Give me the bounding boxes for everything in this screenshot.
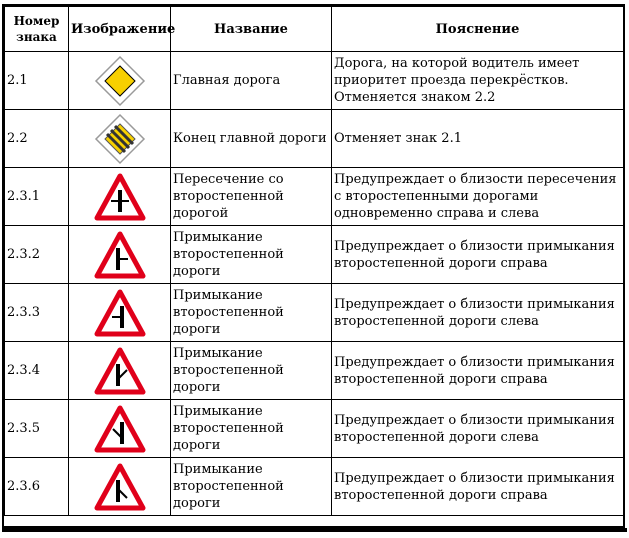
sign-number: 2.3.5 xyxy=(5,400,69,458)
junction-right-diagonal-up-sign-icon xyxy=(94,346,146,396)
table-row xyxy=(5,400,624,458)
sign-name: Конец главной дороги xyxy=(171,110,332,168)
sign-image-cell xyxy=(69,284,171,342)
header-number: Номер знака xyxy=(5,7,69,52)
sign-explanation: Предупреждает о близости примыкания второстепенной дороги справа xyxy=(332,458,624,516)
sign-explanation: Предупреждает о близости пересечения с второстепенными дорогами одновременно справа и слева xyxy=(332,168,624,226)
table-row xyxy=(5,52,624,110)
header-name: Название xyxy=(171,7,332,52)
sign-number: 2.3.3 xyxy=(5,284,69,342)
table-row xyxy=(5,226,624,284)
sign-explanation: Предупреждает о близости примыкания второстепенной дороги справа xyxy=(332,226,624,284)
table-row xyxy=(5,458,624,516)
table-row xyxy=(5,110,624,168)
sign-explanation: Дорога, на которой водитель имеет приоритет проезда перекрёстков. Отменяется знаком 2.2 xyxy=(332,52,624,110)
sign-number: 2.3.1 xyxy=(5,168,69,226)
sign-image-cell xyxy=(69,226,171,284)
table-row xyxy=(5,284,624,342)
main-road-sign-icon xyxy=(94,55,146,107)
sign-number: 2.2 xyxy=(5,110,69,168)
sign-image-cell xyxy=(69,168,171,226)
sign-name: Примыкание второстепенной дороги xyxy=(171,226,332,284)
sign-explanation: Предупреждает о близости примыкания второстепенной дороги справа xyxy=(332,342,624,400)
junction-right-sign-icon xyxy=(94,230,146,280)
sign-number: 2.3.2 xyxy=(5,226,69,284)
header-image: Изображение xyxy=(69,7,171,52)
sign-name: Примыкание второстепенной дороги xyxy=(171,284,332,342)
sign-image-cell xyxy=(69,458,171,516)
bottom-border xyxy=(2,528,627,532)
sign-name: Примыкание второстепенной дороги xyxy=(171,458,332,516)
sign-name: Главная дорога xyxy=(171,52,332,110)
junction-left-diagonal-sign-icon xyxy=(94,404,146,454)
sign-image-cell xyxy=(69,110,171,168)
road-signs-table xyxy=(4,6,624,516)
sign-number: 2.3.4 xyxy=(5,342,69,400)
table-header-row xyxy=(5,7,624,52)
sign-explanation: Предупреждает о близости примыкания второстепенной дороги слева xyxy=(332,400,624,458)
sign-name: Примыкание второстепенной дороги xyxy=(171,400,332,458)
table-row xyxy=(5,342,624,400)
crossroad-secondary-road-sign-icon xyxy=(94,172,146,222)
junction-right-diagonal-down-sign-icon xyxy=(94,462,146,512)
sign-name: Пересечение со второстепенной дорогой xyxy=(171,168,332,226)
end-of-main-road-sign-icon xyxy=(94,113,146,165)
sign-image-cell xyxy=(69,400,171,458)
junction-left-sign-icon xyxy=(94,288,146,338)
sign-explanation: Отменяет знак 2.1 xyxy=(332,110,624,168)
sign-name: Примыкание второстепенной дороги xyxy=(171,342,332,400)
sign-image-cell xyxy=(69,52,171,110)
sign-number: 2.1 xyxy=(5,52,69,110)
header-explanation: Пояснение xyxy=(332,7,624,52)
sign-image-cell xyxy=(69,342,171,400)
sign-explanation: Предупреждает о близости примыкания второстепенной дороги слева xyxy=(332,284,624,342)
table-row xyxy=(5,168,624,226)
sign-number: 2.3.6 xyxy=(5,458,69,516)
